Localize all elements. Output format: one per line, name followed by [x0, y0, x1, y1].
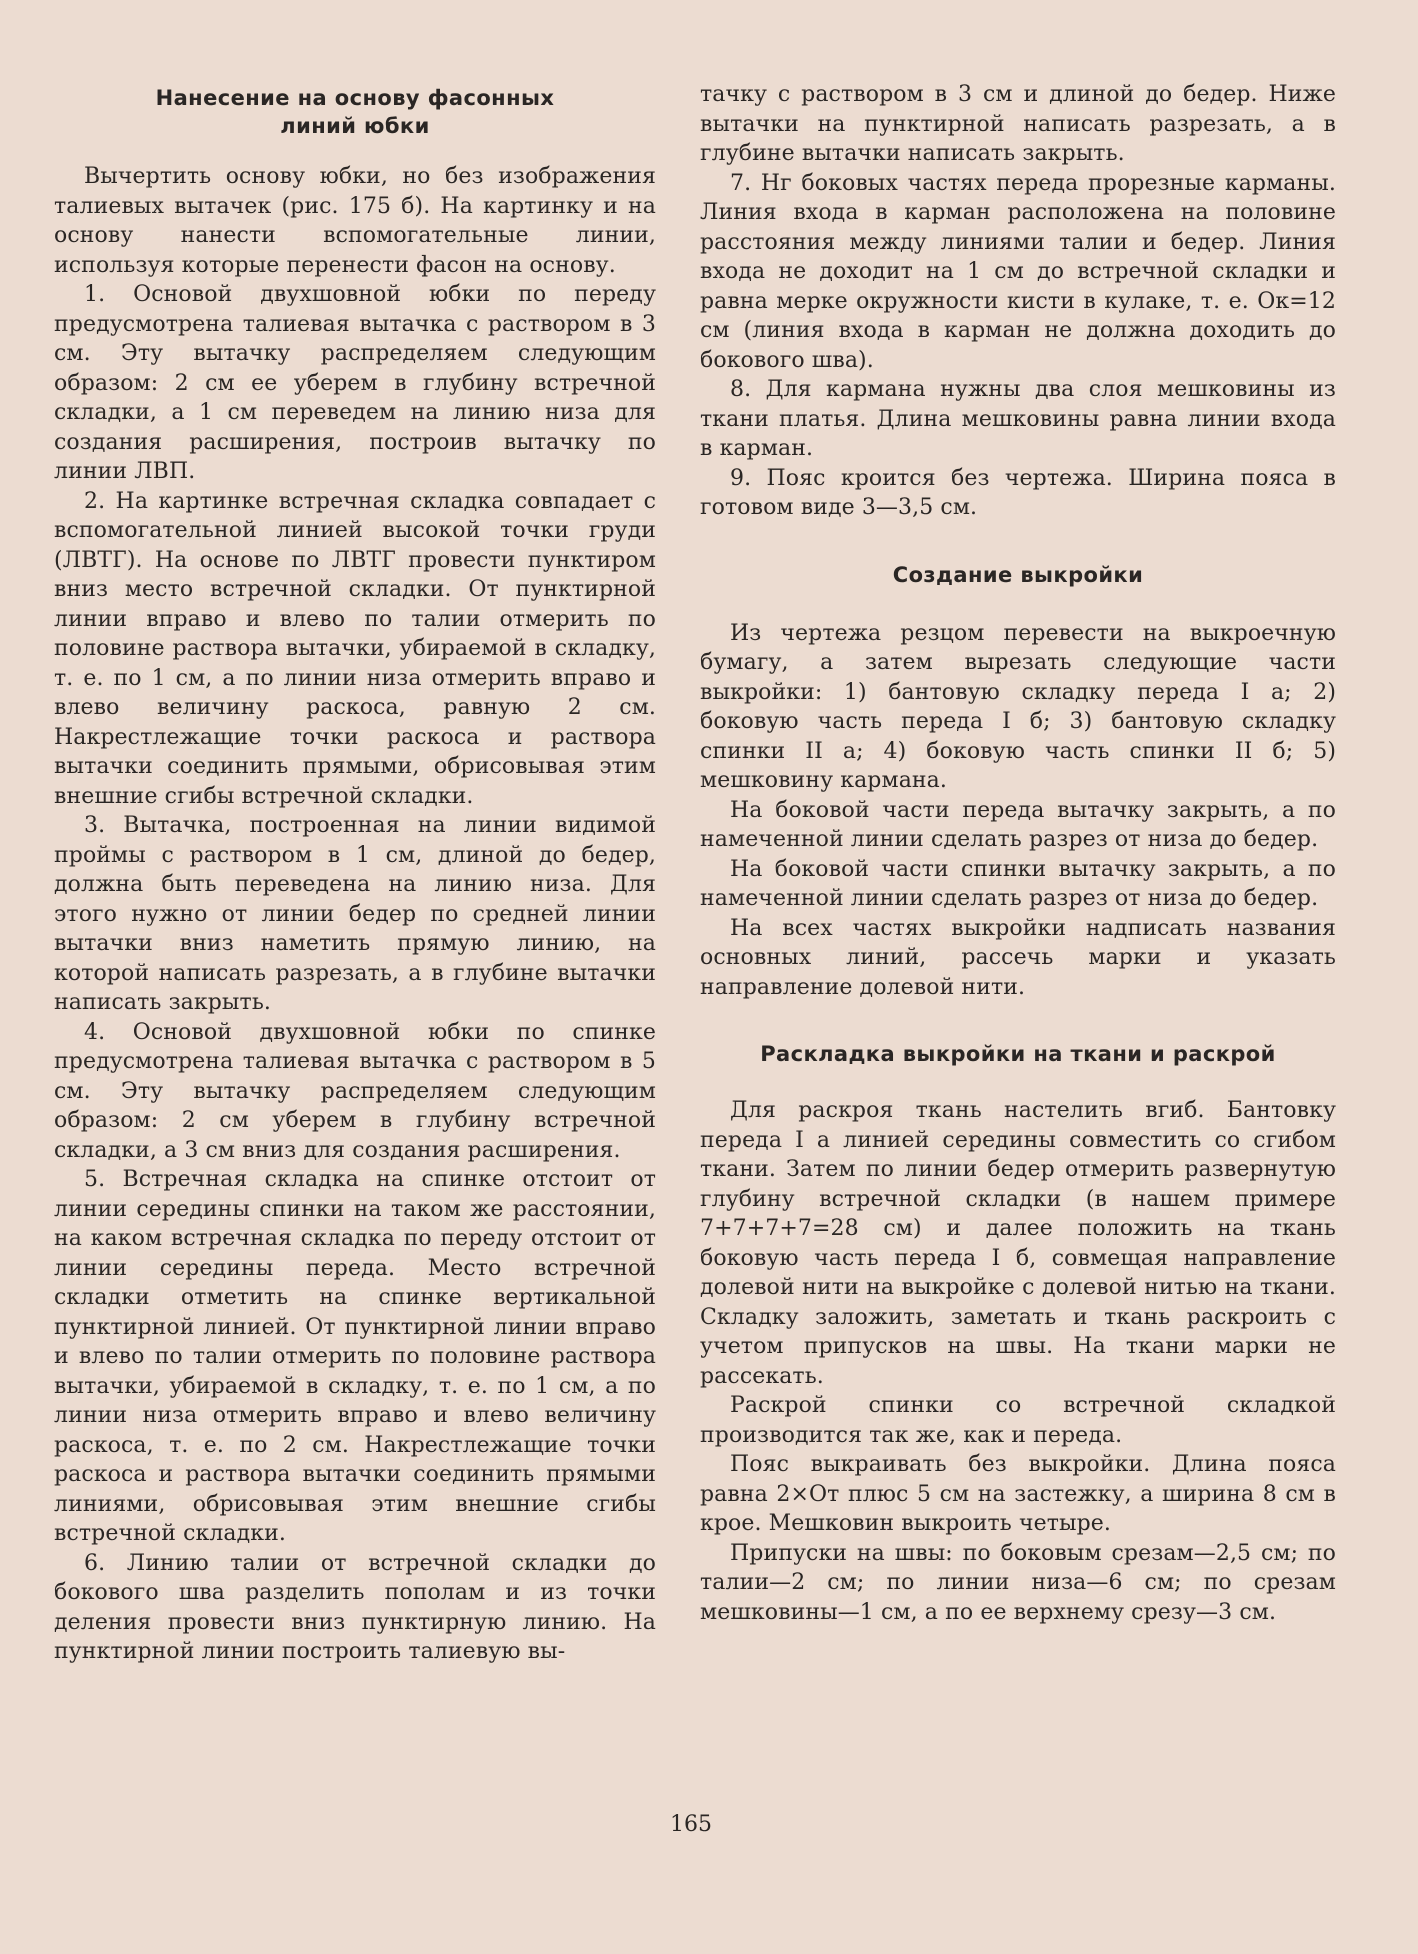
paragraph: 1. Основой двухшовной юбки по переду предусмотрена талиевая вытачка с раствором в 3 см. Эту вытачку распределяем следующим образом: 2 см ее уберем в глубину встречной складки, а 1 см переведем на линию низа для создания расширения, построив вытачку по линии ЛВП. — [54, 282, 656, 484]
paragraph: На боковой части переда вытачку закрыть, а по намеченной линии сделать разрез от низа до бедер. — [700, 797, 1336, 852]
paragraph: На всех частях выкройки надписать названия основных линий, рассечь марки и указать направление долевой нити. — [700, 915, 1336, 1000]
paragraph: 3. Вытачка, построенная на линии видимой проймы с раствором в 1 см, длиной до бедер, должна быть переведена на линию низа. Для этого нужно от линии бедер по средней линии вытачки вниз наметить прямую линию, на которой написать разрезать, а в глубине вытачки написать закрыть. — [54, 813, 656, 1015]
paragraph: Припуски на швы: по боковым срезам—2,5 см; по талии—2 см; по линии низа—6 см; по срезам мешковины—1 см, а по ее верхнему срезу—3 см. — [700, 1540, 1336, 1625]
paragraph: На боковой части спинки вытачку закрыть, а по намеченной линии сделать разрез от низа до бедер. — [700, 856, 1336, 911]
paragraph: 8. Для кармана нужны два слоя мешковины из ткани платья. Длина мешковины равна линии входа в карман. — [700, 377, 1336, 461]
section-heading-lines: Нанесение на основу фасонных линий юбки — [155, 86, 555, 138]
paragraph: 9. Пояс кроится без чертежа. Ширина пояса в готовом виде 3—3,5 см. — [700, 465, 1336, 520]
paragraph: 4. Основой двухшовной юбки по спинке предусмотрена талиевая вытачка с раствором в 5 см. Эту вытачку распределяем следующим образом: 2 см уберем в глубину встречной складки, а 3 см вниз для создания расширения. — [54, 1019, 656, 1163]
paragraph: 6. Линию талии от встречной складки до бокового шва разделить пополам и из точки деления провести вниз пунктирную линию. На пунктирной линии построить талиевую вы- — [54, 1550, 656, 1664]
paragraph: 7. Нг боковых частях переда прорезные карманы. Линия входа в карман расположена на половине расстояния между линиями талии и бедер. Линия входа не доходит на 1 см до встречной складки и равна мерке окружности кисти в кулаке, т. е. Ок=12 см (линия входа в карман не должна доходить до бокового шва). — [700, 170, 1336, 373]
paragraph: Для раскроя ткань настелить вгиб. Бантовку переда I а линией середины совместить со сгибом ткани. Затем по линии бедер отмерить развернутую глубину встречной складки (в нашем примере 7+7+7+7=28 см) и далее положить на ткань боковую часть переда I б, совмещая направление долевой нити на выкройке с долевой нитью на ткани. Складку заложить, заметать и ткань раскроить с учетом припусков на швы. На ткани марки не рассекать. — [700, 1098, 1336, 1389]
left-column — [54, 84, 656, 1667]
section-heading-layout: Раскладка выкройки на ткани и раскрой — [760, 1042, 1276, 1066]
right-column — [700, 80, 1336, 1627]
page-number: 165 — [670, 1812, 712, 1837]
paragraph: Из чертежа резцом перевести на выкроечную бумагу, а затем вырезать следующие части выкройки: 1) бантовую складку переда I а; 2) боковую часть переда I б; 3) бантовую складку спинки II а; 4) боковую часть спинки II б; 5) мешковину кармана. — [700, 620, 1336, 793]
paragraph: тачку с раствором в 3 см и длиной до бедер. Ниже вытачки на пунктирной написать разрезать, а в глубине вытачки написать закрыть. — [700, 82, 1336, 166]
section-heading-pattern: Создание выкройки — [892, 562, 1144, 587]
paragraph: Пояс выкраивать без выкройки. Длина пояса равна 2×От плюс 5 см на застежку, а ширина 8 см в крое. Мешковин выкроить четыре. — [700, 1452, 1336, 1536]
paragraph: 2. На картинке встречная складка совпадает с вспомогательной линией высокой точки груди (ЛВТГ). На основе по ЛВТГ провести пунктиром вниз место встречной складки. От пунктирной линии вправо и влево по талии отмерить по половине раствора вытачки, убираемой в складку, т. е. по 1 см, а по линии низа отмерить вправо и влево величину раскоса, равную 2 см. Накрестлежащие точки раскоса и раствора вытачки соединить прямыми, обрисовывая этим внешние сгибы встречной складки. — [54, 488, 656, 809]
paragraph: Вычертить основу юбки, но без изображения талиевых вытачек (рис. 175 б). На картинку и на основу нанести вспомогательные линии, используя которые перенести фасон на основу. — [54, 164, 656, 278]
paragraph: 5. Встречная складка на спинке отстоит от линии середины спинки на таком же расстоянии, на каком встречная складка по переду отстоит от линии середины переда. Место встречной складки отметить на спинке вертикальной пунктирной линией. От пунктирной линии вправо и влево по талии отмерить по половине раствора вытачки, убираемой в складку, т. е. по 1 см, а по линии низа отмерить вправо и влево величину раскоса, т. е. по 2 см. Накрестлежащие точки раскоса и раствора вытачки соединить прямыми линиями, обрисовывая этим внешние сгибы встречной складки. — [54, 1167, 656, 1546]
paragraph: Раскрой спинки со встречной складкой производится так же, как и переда. — [700, 1393, 1336, 1448]
